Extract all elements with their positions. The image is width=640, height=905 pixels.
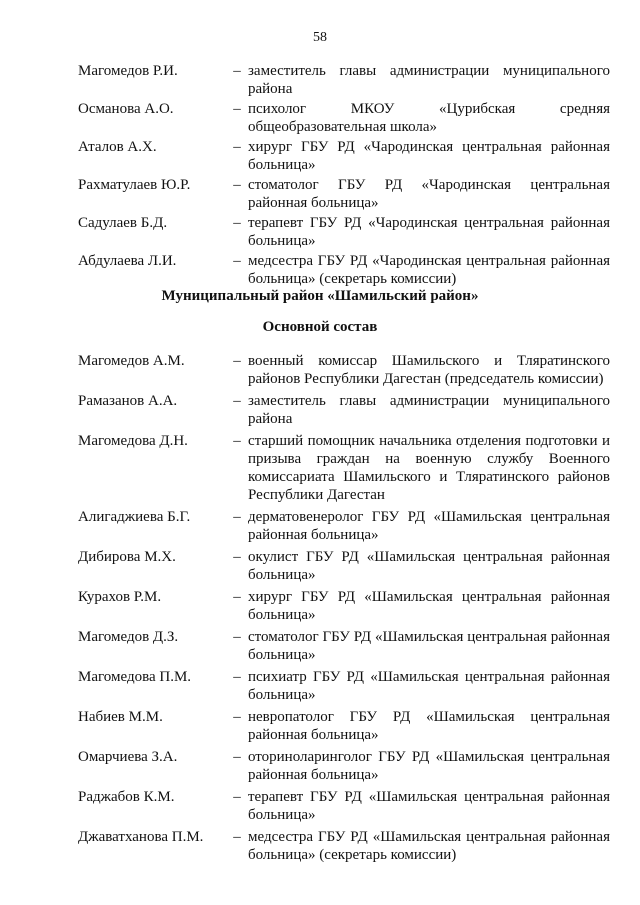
- member-name: Садулаев Б.Д.: [78, 215, 168, 231]
- member-name: Магомедова Д.Н.: [78, 433, 188, 449]
- commission-list-top: [78, 62, 610, 288]
- member-name: Алигаджиева Б.Г.: [78, 509, 191, 525]
- member-role: окулист ГБУ РД «Шамильская центральная районная больница»: [248, 549, 610, 583]
- member-role: терапевт ГБУ РД «Чародинская центральная районная больница»: [248, 215, 610, 249]
- list-item: [78, 62, 610, 98]
- list-item: [78, 588, 610, 624]
- list-item: [78, 392, 610, 428]
- member-name: Омарчиева З.А.: [78, 749, 178, 765]
- member-name: Раджабов К.М.: [78, 789, 175, 805]
- dash-separator: –: [233, 629, 241, 645]
- page-number: 58: [313, 30, 327, 45]
- member-role: медсестра ГБУ РД «Чародинская центральная районная больница» (секретарь комиссии): [248, 253, 610, 287]
- member-name: Дибирова М.Х.: [78, 549, 176, 565]
- list-item: [78, 176, 610, 212]
- member-role: психиатр ГБУ РД «Шамильская центральная районная больница»: [248, 669, 610, 703]
- commission-list-main: [78, 352, 610, 864]
- member-role: старший помощник начальника отделения подготовки и призыва граждан на военную службу Военного комиссариата Шамильского и Тляратинского районов Республики Дагестан: [248, 433, 610, 503]
- list-item: [78, 548, 610, 584]
- member-name: Набиев М.М.: [78, 709, 163, 725]
- dash-separator: –: [233, 509, 241, 525]
- district-heading: Муниципальный район «Шамильский район»: [161, 288, 479, 304]
- list-item: [78, 252, 610, 288]
- member-role: стоматолог ГБУ РД «Чародинская центральная районная больница»: [248, 177, 610, 211]
- member-name: Магомедов Д.З.: [78, 629, 179, 645]
- member-role: дерматовенеролог ГБУ РД «Шамильская центральная районная больница»: [248, 509, 610, 543]
- member-name: Рахматулаев Ю.Р.: [78, 177, 191, 193]
- list-item: [78, 214, 610, 250]
- dash-separator: –: [233, 669, 241, 685]
- member-role: заместитель главы администрации муниципального района: [248, 63, 610, 97]
- member-name: Османова А.О.: [78, 101, 174, 117]
- list-item: [78, 668, 610, 704]
- member-role: терапевт ГБУ РД «Шамильская центральная районная больница»: [248, 789, 610, 823]
- member-role: заместитель главы администрации муниципального района: [248, 393, 610, 427]
- member-role: медсестра ГБУ РД «Шамильская центральная районная больница» (секретарь комиссии): [248, 829, 610, 863]
- dash-separator: –: [233, 549, 241, 565]
- list-item: [78, 748, 610, 784]
- member-role: оториноларинголог ГБУ РД «Шамильская центральная районная больница»: [248, 749, 610, 783]
- dash-separator: –: [233, 589, 241, 605]
- dash-separator: –: [233, 215, 241, 231]
- member-role: хирург ГБУ РД «Шамильская центральная районная больница»: [248, 589, 610, 623]
- list-item: [78, 352, 610, 388]
- list-item: [78, 628, 610, 664]
- dash-separator: –: [233, 63, 241, 79]
- composition-heading: Основной состав: [262, 319, 378, 335]
- dash-separator: –: [233, 393, 241, 409]
- list-item: [78, 508, 610, 544]
- list-item: [78, 432, 610, 504]
- member-role: хирург ГБУ РД «Чародинская центральная районная больница»: [248, 139, 610, 173]
- dash-separator: –: [233, 101, 241, 117]
- list-item: [78, 788, 610, 824]
- member-role: психолог МКОУ «Цурибская средняя общеобразовательная школа»: [248, 101, 610, 135]
- list-item: [78, 100, 610, 136]
- member-role: стоматолог ГБУ РД «Шамильская центральная районная больница»: [248, 629, 610, 663]
- member-name: Магомедов А.М.: [78, 353, 185, 369]
- member-name: Магомедова П.М.: [78, 669, 192, 685]
- list-item: [78, 138, 610, 174]
- member-name: Аталов А.Х.: [78, 139, 157, 155]
- dash-separator: –: [233, 353, 241, 369]
- dash-separator: –: [233, 709, 241, 725]
- member-role: военный комиссар Шамильского и Тляратинского районов Республики Дагестан (председатель комиссии): [248, 353, 610, 387]
- dash-separator: –: [233, 139, 241, 155]
- list-item: [78, 708, 610, 744]
- list-item: [78, 828, 610, 864]
- dash-separator: –: [233, 829, 241, 845]
- dash-separator: –: [233, 433, 241, 449]
- member-name: Курахов Р.М.: [78, 589, 162, 605]
- dash-separator: –: [233, 177, 241, 193]
- member-name: Джаватханова П.М.: [78, 829, 204, 845]
- dash-separator: –: [233, 789, 241, 805]
- member-name: Абдулаева Л.И.: [78, 253, 177, 269]
- dash-separator: –: [233, 749, 241, 765]
- member-role: невропатолог ГБУ РД «Шамильская центральная районная больница»: [248, 709, 610, 743]
- member-name: Магомедов Р.И.: [78, 63, 178, 79]
- dash-separator: –: [233, 253, 241, 269]
- member-name: Рамазанов А.А.: [78, 393, 178, 409]
